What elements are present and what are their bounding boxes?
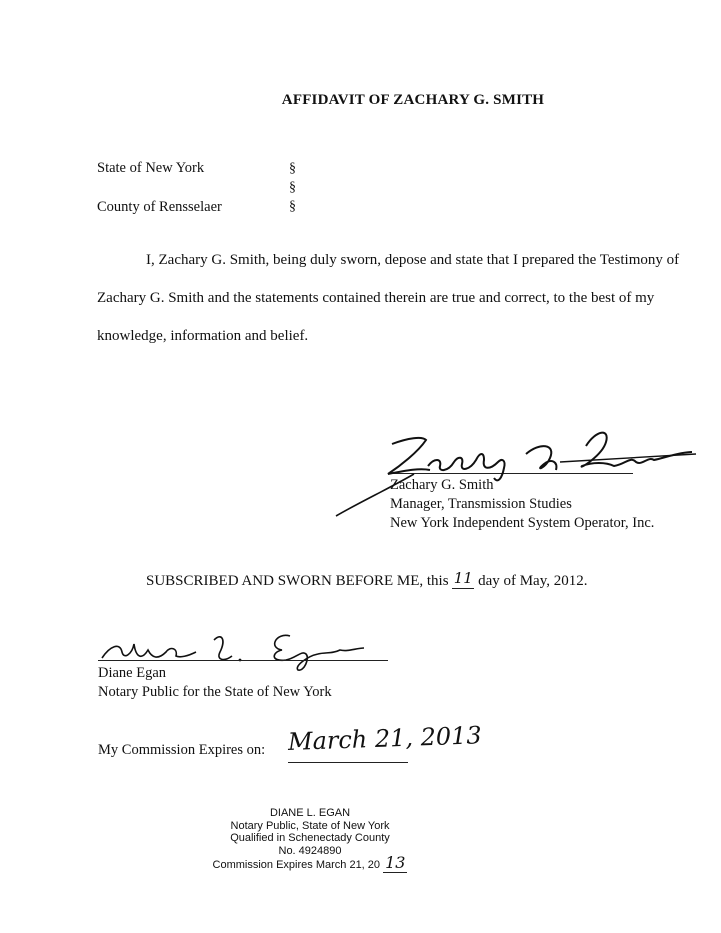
stamp-line: No. 4924890: [278, 844, 342, 857]
statement-line: knowledge, information and belief.: [97, 328, 309, 344]
section-mark: §: [289, 161, 296, 176]
statement-line: I, Zachary G. Smith, being duly sworn, depose and state that I prepared the Testimony of: [146, 252, 680, 268]
stamp-line: Qualified in Schenectady County: [230, 832, 390, 844]
document-title: AFFIDAVIT OF ZACHARY G. SMITH: [281, 92, 545, 108]
notary-stamp: [190, 807, 430, 872]
notary-title: Notary Public for the State of New York: [98, 684, 332, 700]
jurat-line: [146, 571, 588, 591]
commission-label: My Commission Expires on:: [98, 742, 266, 758]
affiant-name: Zachary G. Smith: [390, 477, 494, 493]
jurat-prefix: SUBSCRIBED AND SWORN BEFORE ME, this: [146, 573, 449, 589]
jurat-day-handwritten: 11: [453, 569, 473, 587]
stamp-line: Notary Public, State of New York: [230, 819, 390, 832]
stamp-expiry-text: Commission Expires March 21, 20: [212, 859, 381, 871]
stamp-expiry-line: [190, 853, 430, 872]
venue-state: State of New York: [97, 160, 205, 176]
notary-signature-line: [98, 660, 388, 661]
statement-line: Zachary G. Smith and the statements contained therein are true and correct, to the best of my: [97, 290, 655, 306]
venue-county: County of Rensselaer: [97, 199, 222, 215]
commission-date-line: [288, 762, 408, 763]
affiant-organization: New York Independent System Operator, Inc.: [390, 515, 655, 531]
section-mark: §: [289, 180, 296, 195]
notary-name: Diane Egan: [98, 665, 167, 681]
jurat-suffix: day of May, 2012.: [478, 573, 588, 589]
commission-date-handwritten: March 21, 2013: [287, 721, 483, 756]
affiant-title: Manager, Transmission Studies: [390, 496, 572, 512]
stamp-name: DIANE L. EGAN: [269, 807, 351, 819]
stamp-year-handwritten: 13: [385, 853, 406, 872]
section-mark: §: [289, 199, 296, 214]
jurat-day: [452, 569, 474, 589]
